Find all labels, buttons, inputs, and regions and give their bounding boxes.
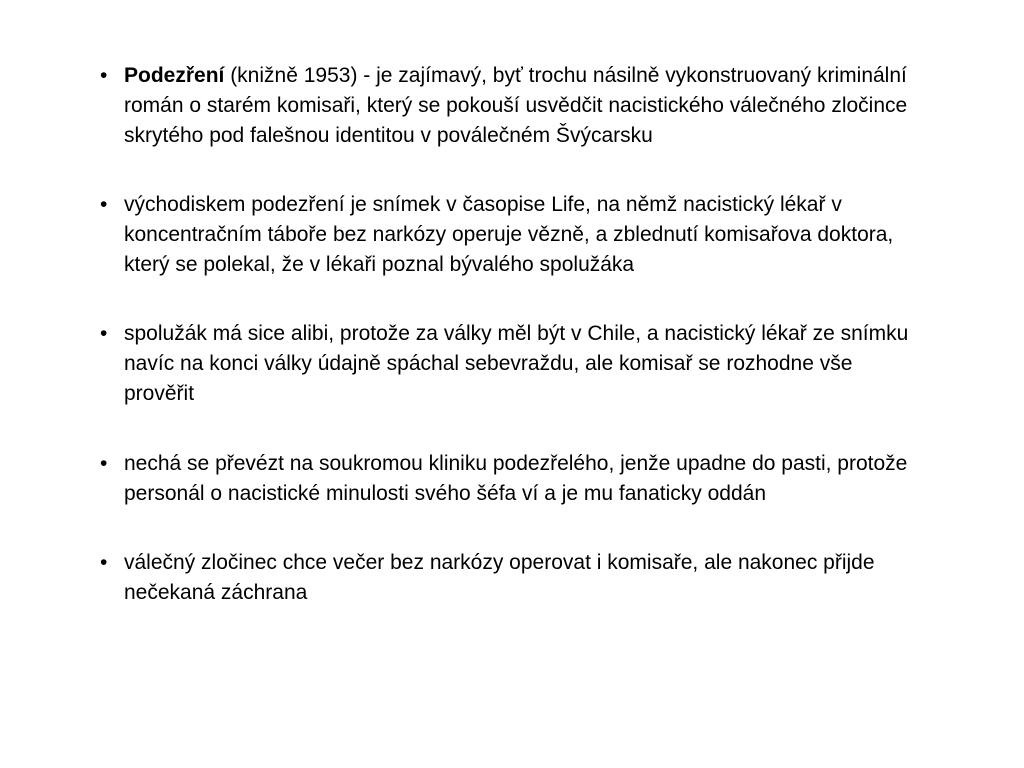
bullet-text: spolužák má sice alibi, protože za války měl být v Chile, a nacistický lékař ze snímku navíc na konci války údajně spáchal sebevraždu, ale komisař se rozhodne vše prověřit [124, 322, 909, 405]
bullet-text: východiskem podezření je snímek v časopise Life, na němž nacistický lékař v koncentračním táboře bez narkózy operuje vězně, a zblednutí komisařova doktora, který se polekal, že v lékaři poznal bývalého spolužáka [124, 193, 894, 276]
bullet-list [100, 61, 920, 647]
bullet-item-5 [100, 548, 920, 608]
bullet-text: válečný zločinec chce večer bez narkózy operovat i komisaře, ale nakonec přijde nečekaná záchrana [124, 551, 875, 604]
bullet-icon: • [100, 64, 108, 87]
bullet-bold-lead: Podezření [124, 64, 225, 87]
bullet-text: (knižně 1953) - je zajímavý, byť trochu násilně vykonstruovaný kriminální román o starém komisaři, který se pokouší usvědčit nacistického válečného zločince skrytého pod falešnou identitou v poválečném Švýcarsku [124, 64, 908, 147]
bullet-item-1 [100, 61, 920, 151]
bullet-item-2 [100, 190, 920, 280]
bullet-icon: • [100, 322, 108, 345]
bullet-item-3 [100, 319, 920, 409]
bullet-icon: • [100, 551, 108, 574]
bullet-icon: • [100, 452, 108, 475]
bullet-item-4 [100, 449, 920, 509]
bullet-icon: • [100, 193, 108, 216]
bullet-text: nechá se převézt na soukromou kliniku podezřelého, jenže upadne do pasti, protože personál o nacistické minulosti svého šéfa ví a je mu fanaticky oddán [124, 452, 908, 505]
